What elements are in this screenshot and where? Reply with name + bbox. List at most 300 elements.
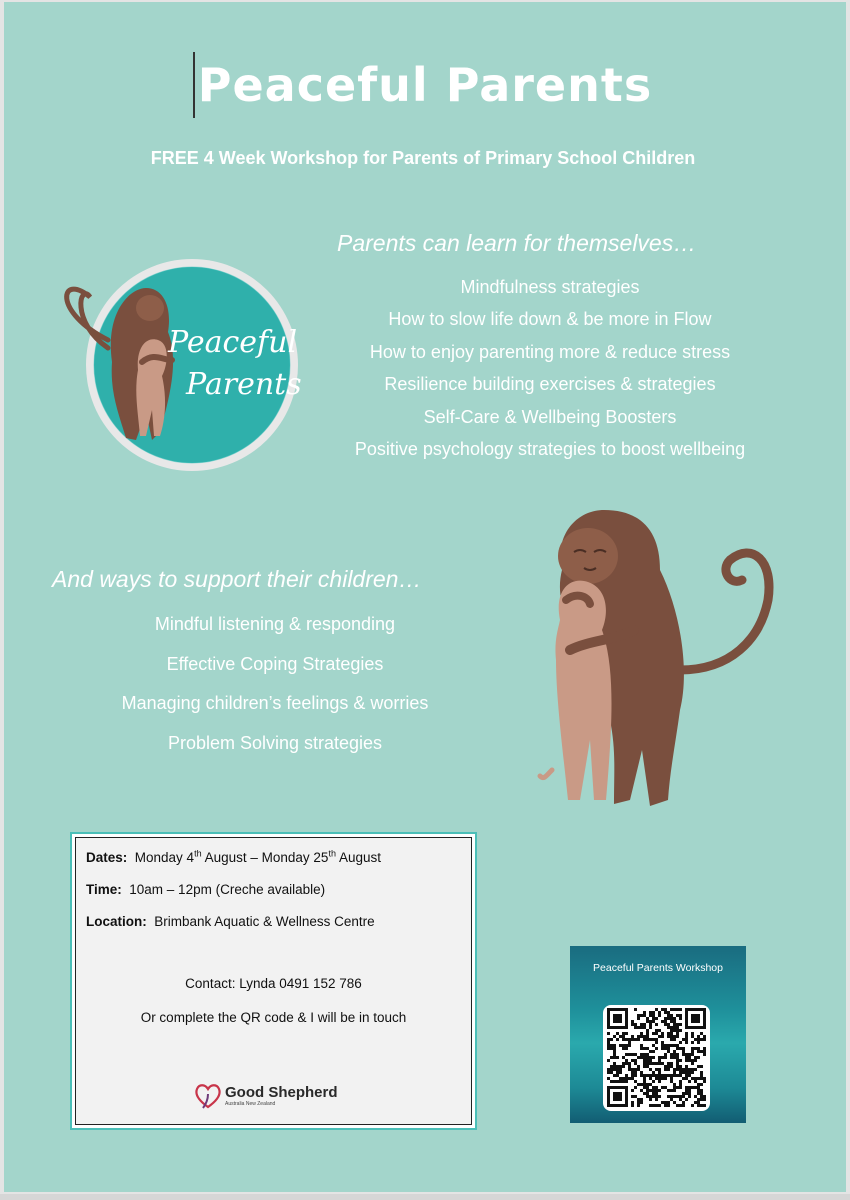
qr-module (673, 1074, 676, 1077)
qr-module (673, 1017, 676, 1020)
qr-module (628, 1044, 631, 1047)
qr-module (625, 1059, 628, 1062)
qr-module (703, 1104, 706, 1107)
qr-module (613, 1080, 616, 1083)
qr-module (646, 1059, 649, 1062)
qr-module (619, 1068, 622, 1071)
qr-module (667, 1044, 670, 1047)
qr-module (667, 1050, 670, 1053)
qr-module (667, 1014, 670, 1017)
qr-module (655, 1047, 658, 1050)
qr-module (631, 1101, 634, 1104)
qr-module (622, 1038, 625, 1041)
qr-module (664, 1101, 667, 1104)
qr-module (643, 1074, 646, 1077)
qr-module (673, 1038, 676, 1041)
qr-module (667, 1104, 670, 1107)
time-value: 10am – 12pm (Creche available) (129, 882, 326, 897)
good-shepherd-logo (194, 1082, 338, 1110)
qr-module (700, 1071, 703, 1074)
qr-module (664, 1023, 667, 1026)
qr-module (649, 1020, 652, 1023)
qr-module (697, 1050, 700, 1053)
qr-module (646, 1047, 649, 1050)
qr-module (685, 1041, 688, 1044)
qr-module (703, 1077, 706, 1080)
qr-module (682, 1104, 685, 1107)
qr-module (637, 1026, 640, 1029)
qr-module (694, 1077, 697, 1080)
qr-module (637, 1104, 640, 1107)
qr-module (652, 1089, 655, 1092)
qr-module (667, 1023, 670, 1026)
qr-module (658, 1071, 661, 1074)
qr-module (682, 1095, 685, 1098)
qr-module (703, 1050, 706, 1053)
qr-module (697, 1089, 700, 1092)
qr-module (670, 1074, 673, 1077)
qr-module (640, 1056, 643, 1059)
qr-module (679, 1086, 682, 1089)
qr-module (643, 1086, 646, 1089)
qr-card-title: Peaceful Parents Workshop (593, 962, 723, 974)
qr-module (628, 1053, 631, 1056)
qr-module (694, 1095, 697, 1098)
qr-module (652, 1071, 655, 1074)
qr-module (700, 1098, 703, 1101)
qr-module (685, 1089, 688, 1092)
qr-module (649, 1068, 652, 1071)
qr-module (670, 1017, 673, 1020)
qr-module (628, 1062, 631, 1065)
qr-module (637, 1035, 640, 1038)
qr-module (655, 1086, 658, 1089)
qr-module (619, 1044, 622, 1047)
qr-module (700, 1092, 703, 1095)
qr-module (634, 1062, 637, 1065)
qr-module (667, 1095, 670, 1098)
qr-module (676, 1053, 679, 1056)
qr-module (685, 1035, 688, 1038)
qr-module (658, 1014, 661, 1017)
qr-module (637, 1014, 640, 1017)
qr-module (646, 1020, 649, 1023)
qr-module (685, 1074, 688, 1077)
qr-module (652, 1050, 655, 1053)
qr-module (694, 1047, 697, 1050)
qr-module (640, 1089, 643, 1092)
page-bottom-edge (0, 1194, 850, 1200)
qr-module (688, 1056, 691, 1059)
contact-line: Contact: Lynda 0491 152 786 (185, 976, 362, 991)
qr-module (703, 1053, 706, 1056)
qr-module (691, 1077, 694, 1080)
qr-module (679, 1008, 682, 1011)
dates-line (86, 850, 381, 865)
qr-module (631, 1053, 634, 1056)
qr-module (631, 1059, 634, 1062)
qr-module (664, 1068, 667, 1071)
qr-module (694, 1038, 697, 1041)
qr-module (676, 1062, 679, 1065)
qr-module (646, 1032, 649, 1035)
qr-module (697, 1035, 700, 1038)
qr-module (691, 1068, 694, 1071)
qr-module (649, 1089, 652, 1092)
qr-module (622, 1056, 625, 1059)
qr-module (634, 1053, 637, 1056)
qr-module (673, 1089, 676, 1092)
qr-module (646, 1092, 649, 1095)
qr-module (697, 1077, 700, 1080)
qr-module (691, 1041, 694, 1044)
qr-module (673, 1044, 676, 1047)
qr-module (661, 1086, 664, 1089)
qr-module (613, 1053, 616, 1056)
peaceful-parents-logo (50, 252, 310, 482)
qr-module (643, 1026, 646, 1029)
qr-module (655, 1023, 658, 1026)
qr-module (607, 1032, 610, 1035)
qr-module (658, 1074, 661, 1077)
qr-module (667, 1065, 670, 1068)
qr-module (700, 1104, 703, 1107)
qr-module (637, 1083, 640, 1086)
qr-module (646, 1056, 649, 1059)
qr-module (646, 1029, 649, 1032)
ordinal-suffix: th (194, 848, 202, 859)
qr-module (640, 1074, 643, 1077)
qr-module (613, 1074, 616, 1077)
event-details-box (70, 832, 477, 1130)
qr-module (679, 1047, 682, 1050)
qr-module (634, 1095, 637, 1098)
qr-module (685, 1092, 688, 1095)
list-item: How to slow life down & be more in Flow (388, 309, 712, 330)
qr-module (703, 1098, 706, 1101)
qr-module (643, 1059, 646, 1062)
location-line (86, 914, 375, 929)
logo-text-parents: Parents (186, 367, 302, 402)
qr-module (667, 1035, 670, 1038)
qr-module (661, 1047, 664, 1050)
qr-module (619, 1035, 622, 1038)
qr-module (646, 1017, 649, 1020)
qr-module (697, 1041, 700, 1044)
dates-label: Dates: (86, 850, 128, 865)
qr-module (625, 1062, 628, 1065)
qr-module (655, 1017, 658, 1020)
qr-module (631, 1068, 634, 1071)
qr-module (625, 1053, 628, 1056)
qr-module (676, 1068, 679, 1071)
qr-module (655, 1008, 658, 1011)
qr-module (682, 1047, 685, 1050)
qr-module (655, 1062, 658, 1065)
qr-module (658, 1095, 661, 1098)
qr-module (679, 1071, 682, 1074)
qr-module (694, 1068, 697, 1071)
qr-module (697, 1086, 700, 1089)
qr-module (658, 1011, 661, 1014)
qr-module (703, 1038, 706, 1041)
qr-module (700, 1038, 703, 1041)
qr-module (676, 1047, 679, 1050)
qr-module (652, 1032, 655, 1035)
qr-module (640, 1032, 643, 1035)
qr-module (694, 1080, 697, 1083)
qr-module (643, 1023, 646, 1026)
qr-module (658, 1059, 661, 1062)
list-item: Mindful listening & responding (154, 614, 396, 634)
qr-module (670, 1056, 673, 1059)
children-section-heading: And ways to support their children… (52, 566, 422, 592)
qr-module (652, 1074, 655, 1077)
qr-module (613, 1035, 616, 1038)
qr-module (643, 1077, 646, 1080)
time-label: Time: (86, 882, 122, 897)
qr-module (643, 1011, 646, 1014)
qr-module (667, 1089, 670, 1092)
qr-module (685, 1098, 688, 1101)
qr-module (634, 1068, 637, 1071)
qr-module (682, 1092, 685, 1095)
qr-module (661, 1062, 664, 1065)
qr-module (673, 1068, 676, 1071)
qr-module (607, 1071, 610, 1074)
qr-module (691, 1062, 694, 1065)
qr-module (637, 1017, 640, 1020)
qr-module (688, 1095, 691, 1098)
qr-module (691, 1032, 694, 1035)
qr-module (649, 1056, 652, 1059)
qr-module (652, 1017, 655, 1020)
qr-module (649, 1062, 652, 1065)
qr-module (679, 1059, 682, 1062)
qr-module (673, 1056, 676, 1059)
qr-module (655, 1077, 658, 1080)
qr-module (658, 1104, 661, 1107)
qr-module (622, 1032, 625, 1035)
qr-module (688, 1074, 691, 1077)
qr-module (646, 1074, 649, 1077)
qr-module (691, 1053, 694, 1056)
qr-module (697, 1104, 700, 1107)
qr-module (679, 1068, 682, 1071)
qr-module (664, 1056, 667, 1059)
location-value: Brimbank Aquatic & Wellness Centre (154, 914, 375, 929)
qr-module (655, 1032, 658, 1035)
qr-code[interactable] (607, 1008, 706, 1107)
qr-module (655, 1068, 658, 1071)
qr-module (676, 1056, 679, 1059)
qr-module (661, 1032, 664, 1035)
qr-module (658, 1062, 661, 1065)
qr-module (670, 1029, 673, 1032)
qr-module (673, 1026, 676, 1029)
qr-module (640, 1101, 643, 1104)
qr-module (616, 1065, 619, 1068)
qr-module (613, 1068, 616, 1071)
qr-module (637, 1101, 640, 1104)
qr-module (670, 1020, 673, 1023)
qr-finder-pattern (613, 1014, 622, 1023)
children-support-list (30, 612, 520, 770)
qr-module (655, 1029, 658, 1032)
qr-module (631, 1074, 634, 1077)
qr-module (700, 1095, 703, 1098)
qr-module (700, 1083, 703, 1086)
qr-module (658, 1068, 661, 1071)
qr-module (676, 1074, 679, 1077)
qr-module (685, 1086, 688, 1089)
qr-module (649, 1038, 652, 1041)
qr-module (691, 1059, 694, 1062)
qr-module (631, 1023, 634, 1026)
qr-module (658, 1077, 661, 1080)
qr-module (664, 1053, 667, 1056)
qr-module (652, 1044, 655, 1047)
qr-module (676, 1014, 679, 1017)
qr-module (670, 1095, 673, 1098)
qr-module (661, 1077, 664, 1080)
qr-module (664, 1008, 667, 1011)
qr-module (628, 1068, 631, 1071)
qr-module (622, 1047, 625, 1050)
qr-module (688, 1068, 691, 1071)
qr-module (661, 1035, 664, 1038)
qr-module (646, 1089, 649, 1092)
qr-module (661, 1041, 664, 1044)
qr-module (631, 1077, 634, 1080)
qr-module (703, 1047, 706, 1050)
qr-module (688, 1071, 691, 1074)
qr-module (631, 1095, 634, 1098)
qr-module (619, 1077, 622, 1080)
qr-module (637, 1098, 640, 1101)
parents-benefits-list (300, 275, 800, 469)
qr-module (691, 1035, 694, 1038)
qr-module (685, 1059, 688, 1062)
qr-module (664, 1086, 667, 1089)
qr-module (667, 1017, 670, 1020)
qr-module (697, 1098, 700, 1101)
qr-module (625, 1044, 628, 1047)
qr-module (658, 1089, 661, 1092)
qr-module (613, 1050, 616, 1053)
qr-module (649, 1014, 652, 1017)
event-details-inner (75, 837, 472, 1125)
qr-module (613, 1062, 616, 1065)
qr-module (685, 1071, 688, 1074)
qr-module (643, 1035, 646, 1038)
qr-module (661, 1020, 664, 1023)
qr-module (640, 1044, 643, 1047)
qr-module (664, 1104, 667, 1107)
qr-module (613, 1044, 616, 1047)
qr-module (661, 1074, 664, 1077)
qr-module (649, 1050, 652, 1053)
qr-module (640, 1053, 643, 1056)
qr-finder-pattern (613, 1092, 622, 1101)
qr-module (679, 1023, 682, 1026)
qr-module (697, 1056, 700, 1059)
qr-module (697, 1038, 700, 1041)
qr-module (688, 1092, 691, 1095)
qr-finder-pattern (691, 1014, 700, 1023)
qr-module (661, 1056, 664, 1059)
qr-module (649, 1059, 652, 1062)
qr-module (688, 1053, 691, 1056)
qr-module (658, 1080, 661, 1083)
qr-module (640, 1047, 643, 1050)
qr-module (691, 1050, 694, 1053)
list-item: How to enjoy parenting more & reduce stress (369, 341, 731, 362)
qr-module (634, 1071, 637, 1074)
qr-module (610, 1038, 613, 1041)
logo-text-peaceful: Peaceful (168, 325, 298, 360)
qr-module (670, 1080, 673, 1083)
list-item: Managing children’s feelings & worries (121, 693, 429, 713)
dates-part: August (335, 850, 381, 865)
qr-module (634, 1008, 637, 1011)
qr-module (649, 1095, 652, 1098)
qr-module (679, 1041, 682, 1044)
monkey-hug-illustration (530, 500, 800, 820)
flyer-subtitle: FREE 4 Week Workshop for Parents of Primary School Children (150, 148, 696, 168)
qr-module (625, 1032, 628, 1035)
ordinal-suffix: th (328, 848, 336, 859)
dates-part: August – Monday 25 (201, 850, 329, 865)
qr-module (673, 1071, 676, 1074)
qr-module (703, 1080, 706, 1083)
qr-module (673, 1086, 676, 1089)
qr-module (610, 1071, 613, 1074)
qr-module (691, 1104, 694, 1107)
qr-module (625, 1080, 628, 1083)
qr-module (664, 1017, 667, 1020)
qr-module (673, 1101, 676, 1104)
qr-module (655, 1095, 658, 1098)
qr-module (688, 1089, 691, 1092)
qr-module (607, 1059, 610, 1062)
qr-module (700, 1032, 703, 1035)
qr-module (643, 1056, 646, 1059)
qr-module (652, 1011, 655, 1014)
qr-module (607, 1047, 610, 1050)
qr-module (682, 1053, 685, 1056)
qr-module (619, 1080, 622, 1083)
qr-module (643, 1038, 646, 1041)
qr-module (640, 1035, 643, 1038)
qr-module (607, 1068, 610, 1071)
qr-module (679, 1065, 682, 1068)
qr-module (649, 1023, 652, 1026)
qr-module (640, 1014, 643, 1017)
qr-module (634, 1026, 637, 1029)
qr-module (652, 1062, 655, 1065)
qr-module (664, 1077, 667, 1080)
qr-module (682, 1038, 685, 1041)
qr-module (634, 1086, 637, 1089)
qr-module (670, 1077, 673, 1080)
qr-module (685, 1038, 688, 1041)
qr-module (697, 1101, 700, 1104)
qr-module (676, 1032, 679, 1035)
qr-module (607, 1077, 610, 1080)
qr-module (694, 1086, 697, 1089)
list-item: Effective Coping Strategies (166, 653, 384, 674)
